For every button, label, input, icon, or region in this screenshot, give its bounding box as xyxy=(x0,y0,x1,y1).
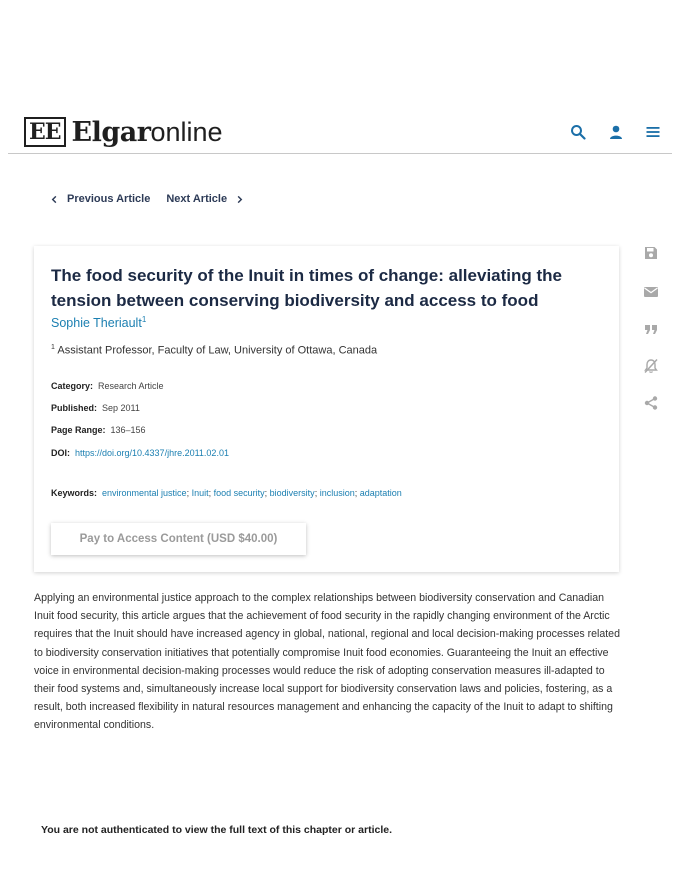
page-range-value: 136–156 xyxy=(110,425,146,435)
menu-icon[interactable] xyxy=(645,124,661,140)
search-icon[interactable] xyxy=(570,124,586,140)
chevron-right-icon xyxy=(235,195,244,204)
logo-elgar-text: Elgar xyxy=(71,116,151,148)
next-article-link[interactable] xyxy=(166,193,244,205)
doi-label: DOI: xyxy=(51,448,70,458)
previous-article-label: Previous Article xyxy=(67,193,151,205)
keyword-link[interactable]: adaptation xyxy=(359,488,402,498)
category-label: Category: xyxy=(51,381,94,391)
keywords-label: Keywords: xyxy=(51,488,98,498)
author-name: Sophie Theriault xyxy=(51,316,142,331)
author-link[interactable] xyxy=(51,315,146,330)
pay-to-access-button[interactable]: Pay to Access Content (USD $40.00) xyxy=(51,523,306,555)
page-range-row xyxy=(51,425,146,435)
logo-ee-mark: EE xyxy=(24,117,66,147)
keyword-link[interactable]: biodiversity xyxy=(269,488,315,498)
chevron-left-icon xyxy=(50,195,59,204)
published-value: Sep 2011 xyxy=(102,403,140,413)
affiliation-marker: 1 xyxy=(51,344,55,351)
keyword-link[interactable]: inclusion xyxy=(319,488,355,498)
published-row xyxy=(51,403,140,413)
author-affiliation xyxy=(51,344,377,357)
article-info-card xyxy=(34,246,619,572)
keyword-link[interactable]: environmental justice xyxy=(102,488,187,498)
elgaronline-logo[interactable] xyxy=(24,117,223,147)
email-icon[interactable] xyxy=(642,283,660,301)
keyword-link[interactable]: food security xyxy=(213,488,265,498)
save-icon[interactable] xyxy=(642,244,660,262)
category-value: Research Article xyxy=(98,381,164,391)
keywords-row: Keywords: environmental justice; Inuit; food security; biodiversity; inclusion; adaptation xyxy=(51,488,402,498)
affiliation-text: Assistant Professor, Faculty of Law, University of Ottawa, Canada xyxy=(57,344,378,357)
doi-row xyxy=(51,448,229,458)
access-notice: You are not authenticated to view the full text of this chapter or article. xyxy=(41,824,393,836)
page-range-label: Page Range: xyxy=(51,425,106,435)
article-navigation xyxy=(50,193,244,205)
share-icon[interactable] xyxy=(642,394,660,412)
previous-article-link[interactable] xyxy=(50,193,150,205)
notification-off-icon[interactable] xyxy=(642,357,660,375)
article-title: The food security of the Inuit in times of change: alleviating the tension between conserving biodiversity and access to food xyxy=(51,266,562,310)
keyword-link[interactable]: Inuit xyxy=(191,488,209,498)
next-article-label: Next Article xyxy=(166,193,228,205)
category-row xyxy=(51,381,164,391)
doi-link[interactable]: https://doi.org/10.4337/jhre.2011.02.01 xyxy=(75,448,229,458)
published-label: Published: xyxy=(51,403,98,413)
user-icon[interactable] xyxy=(608,124,624,140)
article-abstract: Applying an environmental justice approach to the complex relationships between biodiversity conservation and Canadian Inuit food security, this article argues that the achievement of food security in the rapidly changing environment of the Arctic requires that the Inuit should have increased agency in global, national, regional and local decision-making processes related to biodiversity conservation initiatives that potentially compromise Inuit food economies. Guaranteeing the Inuit an effective voice in environmental decision-making processes would reduce the risk of adopting conservation measures ill-adapted to their food systems and, simultaneously increase local support for biodiversity conservation laws and policies, fostering, as a result, both increased flexibility in natural resources management and enhancing the capacity of the Inuit to adapt to shifting environmental conditions. xyxy=(34,592,620,732)
quote-icon[interactable] xyxy=(642,320,660,338)
logo-online-text: online xyxy=(150,116,223,147)
author-affiliation-marker: 1 xyxy=(141,315,147,324)
site-header xyxy=(8,110,672,154)
